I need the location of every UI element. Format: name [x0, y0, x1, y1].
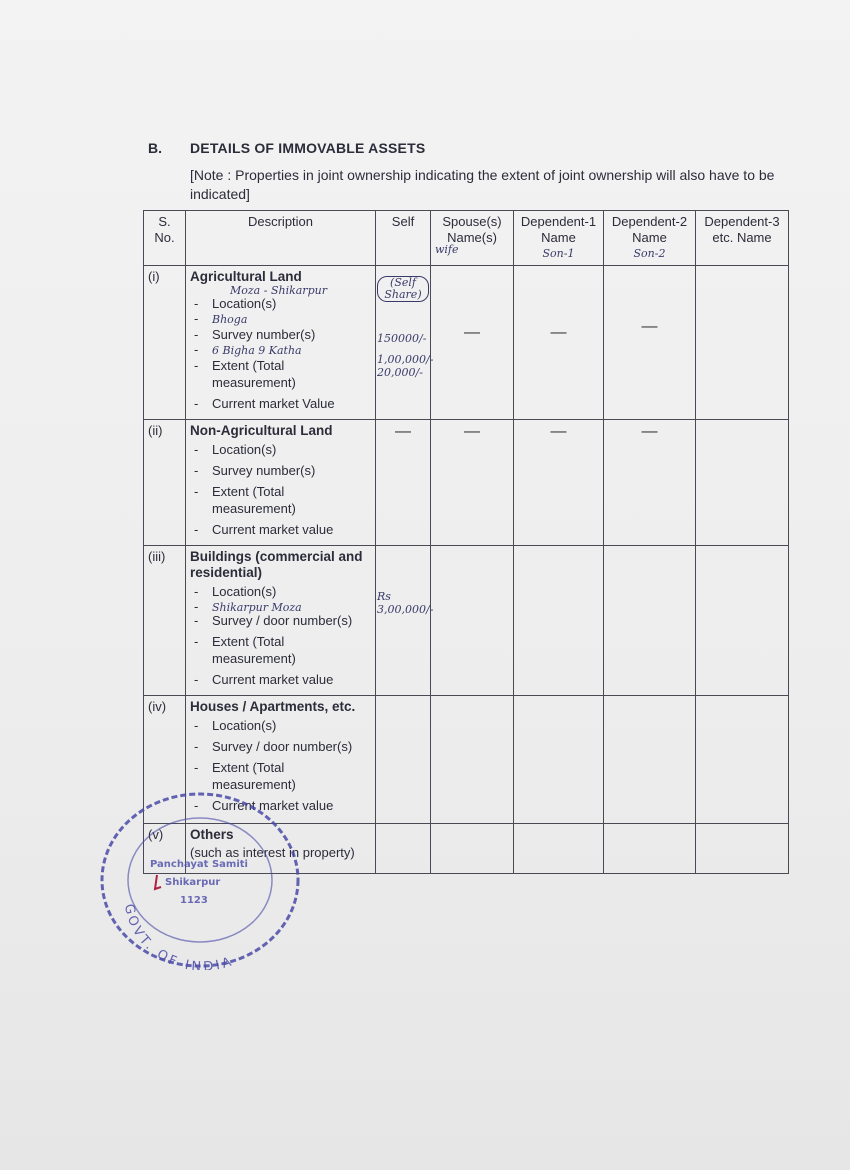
- row-items: [190, 441, 371, 538]
- stamp-line-1: Panchayat Samiti: [150, 859, 248, 870]
- row-sno: (iii): [144, 546, 186, 696]
- stamp-line-2: Shikarpur: [165, 877, 221, 888]
- row-spouse: [431, 696, 514, 824]
- row-spouse: [431, 546, 514, 696]
- list-item: - Survey / door number(s): [190, 612, 371, 629]
- row-items: [190, 295, 371, 412]
- row-dependent-2: —: [604, 266, 696, 420]
- row-dependent-2: [604, 546, 696, 696]
- row-self: —: [376, 420, 431, 546]
- row-category: Buildings (commercial and residential): [190, 549, 363, 580]
- header-spouse: [431, 211, 514, 266]
- row-self: [376, 696, 431, 824]
- header-dependent-3: Dependent-3 etc. Name: [696, 211, 789, 266]
- row-sno: (v): [144, 824, 186, 874]
- handwritten-location: Shikarpur Moza: [212, 601, 302, 614]
- section-letter: B.: [148, 140, 162, 156]
- row-dependent-3: [696, 696, 789, 824]
- list-item: - Current market value: [190, 671, 371, 688]
- row-subtitle: (such as interest in property): [190, 845, 355, 860]
- list-item: - Extent (Total measurement): [190, 633, 371, 667]
- row-dependent-3: [696, 824, 789, 874]
- handwritten-location: Moza - Shikarpur: [230, 284, 327, 297]
- row-spouse: [431, 824, 514, 874]
- row-dependent-2: —: [604, 420, 696, 546]
- handwritten-dependent-2-name: Son-2: [633, 247, 666, 260]
- row-dependent-1: [514, 696, 604, 824]
- row-items: [190, 583, 371, 688]
- table-row: [144, 420, 789, 546]
- list-item: - Survey number(s): [190, 326, 371, 343]
- row-category: Agricultural Land: [190, 269, 302, 284]
- immovable-assets-table: [143, 210, 789, 874]
- handwritten-value-3: 20,000/-: [377, 366, 423, 379]
- row-spouse: —: [431, 266, 514, 420]
- header-dependent-2-label: Dependent-2 Name: [611, 214, 688, 245]
- header-description: Description: [186, 211, 376, 266]
- header-dependent-1: [514, 211, 604, 266]
- handwritten-dependent-1-name: Son-1: [542, 247, 575, 260]
- row-description: [186, 266, 376, 420]
- row-spouse: —: [431, 420, 514, 546]
- row-dependent-2: [604, 696, 696, 824]
- list-item: - Extent (Total measurement): [190, 357, 371, 391]
- row-sno: (ii): [144, 420, 186, 546]
- handwritten-building-value: Rs 3,00,000/-: [377, 590, 434, 616]
- list-item: - Current market value: [190, 797, 371, 814]
- row-dependent-2: [604, 824, 696, 874]
- row-description: [186, 546, 376, 696]
- header-dependent-1-label: Dependent-1 Name: [520, 214, 597, 245]
- table-row: [144, 546, 789, 696]
- stamp-ring-textpath: GOVT. OF INDIA: [120, 902, 237, 970]
- list-item: - Survey / door number(s): [190, 738, 371, 755]
- row-description: [186, 420, 376, 546]
- header-sno: S. No.: [144, 211, 186, 266]
- row-sno: (i): [144, 266, 186, 420]
- red-signature-mark: [155, 875, 161, 889]
- row-self: [376, 546, 434, 696]
- row-dependent-3: [696, 266, 789, 420]
- row-dependent-3: [696, 420, 789, 546]
- header-self: Self: [376, 211, 431, 266]
- header-spouse-label: Spouse(s) Name(s): [442, 214, 502, 245]
- list-item: - Survey number(s): [190, 462, 371, 479]
- row-dependent-3: [696, 546, 789, 696]
- official-stamp: [95, 785, 305, 970]
- row-dependent-1: [514, 546, 604, 696]
- header-dependent-2: [604, 211, 696, 266]
- section-note: [Note : Properties in joint ownership indicating the extent of joint ownership will also have to be indicated]: [190, 167, 775, 202]
- list-item: - Location(s): [190, 441, 371, 458]
- row-category: Non-Agricultural Land: [190, 423, 333, 438]
- list-item: - Current market Value: [190, 395, 371, 412]
- row-dependent-1: —: [514, 420, 604, 546]
- list-item: - Extent (Total measurement): [190, 483, 371, 517]
- row-self: [376, 266, 434, 420]
- list-item: - Location(s): [190, 717, 371, 734]
- row-dependent-1: [514, 824, 604, 874]
- stamp-line-3: 1123: [180, 895, 208, 906]
- row-self: [376, 824, 431, 874]
- row-dependent-1: —: [514, 266, 604, 420]
- row-sno: (iv): [144, 696, 186, 824]
- list-item: - Extent (Total measurement): [190, 759, 371, 793]
- section-title: DETAILS OF IMMOVABLE ASSETS: [190, 140, 426, 156]
- handwritten-survey: Bhoga: [212, 313, 248, 326]
- row-category: Houses / Apartments, etc.: [190, 699, 356, 714]
- table-header-row: [144, 211, 789, 266]
- table-row: [144, 266, 789, 420]
- handwritten-value-2: 1,00,000/-: [377, 353, 434, 366]
- list-item: - Location(s): [190, 295, 371, 312]
- handwritten-value-1: 150000/-: [377, 332, 427, 345]
- list-item: - Current market value: [190, 521, 371, 538]
- handwritten-self-share: (Self Share): [377, 276, 429, 302]
- handwritten-spouse-name: wife: [435, 243, 459, 256]
- list-item: - Location(s): [190, 583, 371, 600]
- row-category: Others: [190, 827, 234, 842]
- handwritten-extent: 6 Bigha 9 Katha: [212, 344, 302, 357]
